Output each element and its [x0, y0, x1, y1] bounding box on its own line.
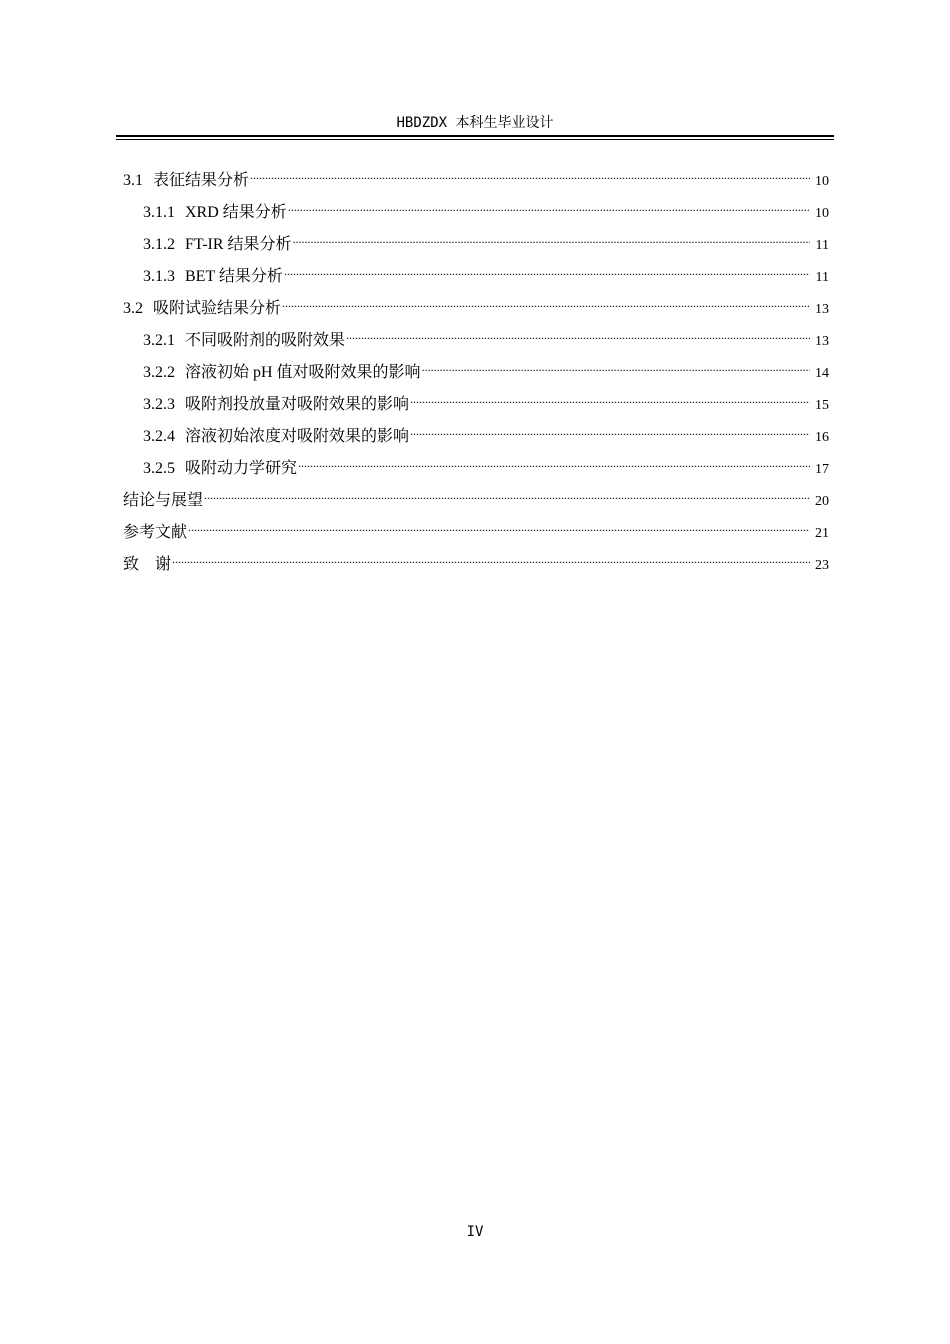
dot-leader: [284, 249, 810, 281]
toc-entry-page: 15: [815, 398, 829, 413]
toc-entry-title: 吸附动力学研究: [185, 460, 298, 477]
toc-entry-page: 23: [815, 558, 829, 573]
toc-entry-title: 参考文献: [123, 522, 188, 541]
toc-entry-number: 3.1: [123, 172, 143, 189]
toc-entry-title: 吸附试验结果分析: [153, 300, 282, 317]
dot-leader: [346, 313, 810, 345]
toc-entry-references[interactable]: [123, 505, 829, 541]
toc-entry-number: 3.2.5: [143, 460, 175, 477]
toc-entry-title: XRD 结果分析: [185, 204, 287, 221]
dot-leader: [422, 345, 810, 377]
toc-entry-3-1[interactable]: [123, 153, 829, 189]
toc-entry-page: 10: [815, 206, 829, 221]
dot-leader: [288, 185, 810, 217]
toc-entry-page: 21: [815, 526, 829, 541]
toc-entry-number: 3.2.4: [143, 428, 175, 445]
toc-entry-number: 3.1.2: [143, 236, 175, 253]
table-of-contents: [123, 153, 829, 573]
toc-entry-title: 溶液初始浓度对吸附效果的影响: [185, 428, 410, 445]
toc-entry-page: 11: [815, 270, 829, 285]
toc-entry-page: 10: [815, 174, 829, 189]
dot-leader: [282, 281, 810, 313]
toc-entry-title: BET 结果分析: [185, 268, 283, 285]
toc-entry-page: 20: [815, 494, 829, 509]
toc-entry-page: 11: [815, 238, 829, 253]
page-number: IV: [466, 1224, 484, 1240]
toc-entry-number: 3.2.3: [143, 396, 175, 413]
toc-entry-title: 不同吸附剂的吸附效果: [185, 332, 346, 349]
toc-entry-number: 3.2.2: [143, 364, 175, 381]
dot-leader: [298, 441, 810, 473]
dot-leader: [172, 537, 810, 569]
toc-entry-conclusion[interactable]: [123, 473, 829, 509]
toc-entry-title: 吸附剂投放量对吸附效果的影响: [185, 396, 410, 413]
dot-leader: [204, 473, 810, 505]
toc-entry-number: 3.1.1: [143, 204, 175, 221]
toc-entry-page: 14: [815, 366, 829, 381]
toc-entry-number: 3.1.3: [143, 268, 175, 285]
toc-entry-acknowledgements[interactable]: [123, 537, 829, 573]
toc-entry-title: 表征结果分析: [153, 172, 250, 189]
toc-entry-page: 16: [815, 430, 829, 445]
toc-entry-page: 13: [815, 302, 829, 317]
page-header: HBDZDX 本科生毕业设计: [396, 115, 554, 131]
dot-leader: [188, 505, 810, 537]
toc-entry-title: 结论与展望: [123, 490, 204, 509]
dot-leader: [410, 377, 810, 409]
header-rule-thick: [116, 135, 834, 137]
toc-entry-title: 溶液初始 pH 值对吸附效果的影响: [185, 364, 421, 381]
toc-entry-title: FT-IR 结果分析: [185, 236, 292, 253]
toc-entry-page: 13: [815, 334, 829, 349]
toc-entry-page: 17: [815, 462, 829, 477]
dot-leader: [293, 217, 810, 249]
dot-leader: [410, 409, 810, 441]
toc-entry-number: 3.2.1: [143, 332, 175, 349]
toc-entry-number: 3.2: [123, 300, 143, 317]
toc-entry-title: 致 谢: [123, 554, 172, 573]
dot-leader: [250, 153, 810, 185]
header-rule-thin: [116, 139, 834, 140]
